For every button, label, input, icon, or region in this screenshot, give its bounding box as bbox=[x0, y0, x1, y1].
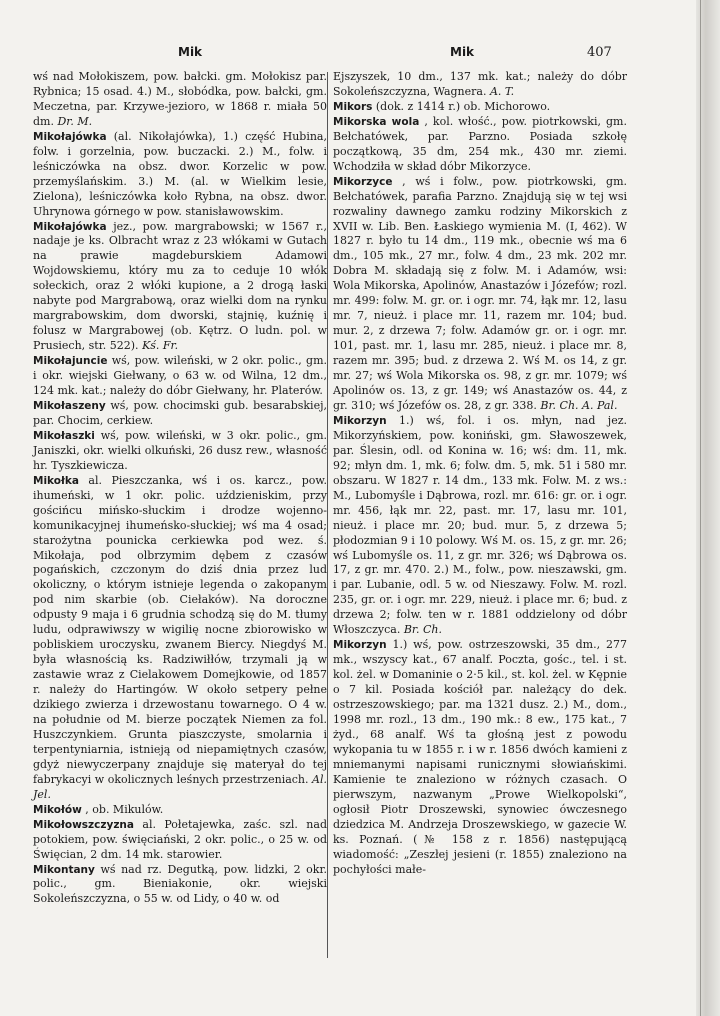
entry-text: (al. Nikołajówka), 1.) część Hubina, folw. i gorzelnia, pow. buczacki. 2.) M., folw. i leśniczówka na obsz. dwor. Korzelic w pow. przemyślańskim. 3.) M. (al. w Wielkim lesie, Zielona), leśniczówka koło Rybna, na obsz. dwor. Uhrynowa górnego w pow. stanisławowskim. bbox=[33, 129, 327, 218]
entry-text: wś, pow. wileński, w 3 okr. polic., gm. Janiszki, okr. wielki olkuński, 26 dusz rew., własność hr. Tyszkiewicza. bbox=[33, 428, 327, 472]
entry-text: , ob. Mikulów. bbox=[85, 802, 164, 816]
dictionary-entry bbox=[333, 115, 627, 175]
entry-headword: Mikołajuncie bbox=[33, 355, 108, 368]
entry-text: wś, pow. chocimski gub. besarabskiej, par. Chocim, cerkiew. bbox=[33, 398, 327, 427]
entry-headword: Mikorzyce bbox=[333, 175, 393, 188]
entry-signature: Al. Jel. bbox=[33, 772, 327, 801]
left-column bbox=[33, 70, 327, 907]
dictionary-entry bbox=[33, 354, 327, 399]
entry-headword: Mikołajówka bbox=[33, 130, 107, 143]
dictionary-entry bbox=[333, 100, 627, 115]
dictionary-entry bbox=[33, 803, 327, 818]
entry-text: wś nad rz. Degutką, pow. lidzki, 2 okr. polic., gm. Bieniakonie, okr. wiejski Sokoleńszczyzna, o 55 w. od Lidy, o 40 w. od bbox=[33, 862, 327, 906]
entry-headword: Mikołajówka bbox=[33, 220, 107, 233]
entry-headword: Mikołka bbox=[33, 474, 79, 487]
page-edge-line bbox=[700, 0, 701, 1016]
entry-signature: Dr. M. bbox=[57, 114, 93, 128]
entry-headword: Mikorska wola bbox=[333, 115, 420, 128]
entry-headword: Mikołaszeny bbox=[33, 399, 106, 412]
dictionary-entry bbox=[33, 130, 327, 220]
entry-headword: Mikołów bbox=[33, 803, 82, 816]
dictionary-entry bbox=[33, 863, 327, 908]
dictionary-entry bbox=[33, 474, 327, 803]
entry-text: wś, pow. wileński, w 2 okr. polic., gm. i okr. wiejski Giełwany, o 63 w. od Wilna, 12 dm., 124 mk. kat.; należy do dóbr Giełwany, hr. Platerów. bbox=[33, 354, 328, 398]
entry-signature: Kś. Fr. bbox=[142, 339, 179, 353]
entry-text: al. Połetajewka, zaśc. szl. nad potokiem, pow. święciański, 2 okr. polic., o 25 w. od Święcian, 2 dm. 14 mk. starowier. bbox=[33, 817, 327, 861]
entry-headword: Mikołaszki bbox=[33, 429, 95, 442]
entry-headword: Mikors bbox=[333, 100, 373, 113]
dictionary-entry bbox=[333, 175, 627, 414]
entry-text: Ejszyszek, 10 dm., 137 mk. kat.; należy do dóbr Sokoleńszczyzna, Wagnera. bbox=[333, 70, 627, 98]
entry-headword: Mikorzyn bbox=[333, 639, 387, 652]
entry-text: 1.) wś, pow. ostrzeszowski, 35 dm., 277 mk., wszyscy kat., 67 analf. Poczta, gośc., tel. i st. kol. żel. w Domaninie o 2·5 kil., st. kol. żel. w Kępnie o 7 kil. Posiada kościół par. należący do dek. ostrzeszowskiego; par. ma 1321 dusz. 2.) M., dom., 1998 mr. rozl., 13 dm., 190 mk.: 8 ew., 175 kat., 7 żyd., 68 analf. Wś ta głośną jest z powodu wykopania tu w 1855 r. i w r. 1856 dwóch kamieni z mniemanymi napisami runicznymi słowiańskimi. Kamienie te znaleziono w różnych czasach. O pierwszym, nazwanym „Prowe Wielkopolski“, ogłosił Piotr Droszewski, synowiec ówczesnego dziedzica M. Andrzeja Droszewskiego, w gazecie W. ks. Poznań. (№ 158 z r. 1856) następującą wiadomość: „Zeszłej jesieni (r. 1855) znaleziono na pochyłości małe- bbox=[333, 638, 628, 876]
dictionary-entry bbox=[33, 220, 327, 355]
entry-signature: A. T. bbox=[489, 84, 515, 98]
dictionary-entry bbox=[333, 70, 627, 100]
dictionary-entry bbox=[333, 638, 627, 877]
dictionary-entry bbox=[333, 414, 627, 638]
dictionary-entry bbox=[33, 818, 327, 863]
entry-text: (dok. z 1414 r.) ob. Michorowo. bbox=[375, 99, 551, 113]
dictionary-entry bbox=[33, 399, 327, 429]
dictionary-entry bbox=[33, 70, 327, 130]
entry-signature: Br. Ch. A. Pal. bbox=[540, 398, 618, 412]
running-head-left: Mik bbox=[178, 45, 203, 59]
entry-signature: Br. Ch. bbox=[403, 623, 442, 637]
entry-text: jez., pow. margrabowski; w 1567 r., nadaje je ks. Olbracht wraz z 23 włókami w Gutach na prawie magdeburskiem Adamowi Wojdowskiemu, który mu za to ceduje 10 włók sołeckich, oraz 2 włóki kupione, a 2 drogą łaski nabyte pod Margrabową, oraz wielki dom na rynku margrabowskim, dom dworski, stajnię, kuźnię i folusz w Margrabowej (ob. Kętrz. O ludn. pol. w Prusiech, str. 522). bbox=[33, 219, 327, 353]
running-head-right: Mik bbox=[450, 45, 475, 59]
dictionary-entry bbox=[33, 429, 327, 474]
entry-text: wś nad Mołokiszem, pow. bałcki. gm. Mołokisz par. Rybnica; 15 osad. 4.) M., słobódka, pow. bałcki, gm. Meczetna, par. Krzywe-jezioro, w 1868 r. miała 50 dm. bbox=[33, 70, 327, 128]
entry-headword: Mikontany bbox=[33, 863, 95, 876]
entry-headword: Mikorzyn bbox=[333, 414, 387, 427]
column-divider bbox=[327, 72, 328, 958]
right-column bbox=[333, 70, 627, 877]
entry-headword: Mikołowszczyzna bbox=[33, 818, 134, 831]
entry-text: al. Pieszczanka, wś i os. karcz., pow. ihumeński, w 1 okr. polic. uździeniskim, przy gościńcu mińsko-słuckim i drodze wojenno-komunikacyjnej ihumeńsko-słuckiej; wś ma 4 osad; starożytna pounicka cerkiewka pod wez. ś. Mikołaja, pod olbrzymim dębem z czasów pogańskich, czczonym do dziś dnia przez lud okoliczny, o którym istnieje legenda o zakopanym pod nim skarbie (ob. Ciełaków). Na doroczne odpusty 9 maja i 6 grudnia schodzą się do M. tłumy ludu, odprawiwszy w wigilię nocne zbiorowisko w pobliskiem uroczysku, zwanem Biercy. Niegdyś M. była własnością ks. Radziwiłłów, trzymali ją w zastawie wraz z Cielakowem Domejkowie, od 1857 r. należy do Hartingów. W około setpery pełne dzikiego zwierza i drzewostanu towarnego. O 4 w. na południe od M. bierze początek Niemen za fol. Huszczynkiem. Grunta piaszczyste, smolarnia i terpentyniarnia, istnieją od niepamiętnych czasów, gdyż niewyczerpany znajduje się materyał do tej fabrykacyi w okolicznych leśnych przestrzeniach. bbox=[33, 473, 327, 786]
entry-text: , wś i folw., pow. piotrkowski, gm. Bełchatówek, parafia Parzno. Znajdują się w tej wsi rozwaliny dawnego zamku rodziny Mikorskich z XVII w. Lib. Ben. Łaskiego wymienia M. (I, 462). W 1827 r. było tu 14 dm., 119 mk., obecnie wś ma 6 dm., 105 mk., 27 mr., folw. 4 dm., 23 mk. 202 mr. Dobra M. składają się z folw. M. i Adamów, wsi: Wola Mikorska, Apolinów, Anastazów i Józefów; rozl. mr. 499: folw. M. gr. or. i ogr. mr. 74, łąk mr. 12, lasu mr. 7, nieuż. i place mr. 11, razem mr. 104; bud. mur. 2, z drzewa 7; folw. Adamów gr. or. i ogr. mr. 101, past. mr. 1, lasu mr. 285, nieuż. i place mr. 8, razem mr. 395; bud. z drzewa 2. Wś M. os 14, z gr. mr. 27; wś Wola Mikorska os. 98, z gr. mr. 1079; wś Apolinów os. 13, z gr. 149; wś Anastazów os. 44, z gr. 310; wś Józefów os. 28, z gr. 338. bbox=[333, 174, 627, 412]
entry-text: 1.) wś, fol. i os. młyn, nad jez. Mikorzyńskiem, pow. koniński, gm. Sławoszewek, par. Ślesin, odl. od Konina w. 16; wś: dm. 11, mk. 92; młyn dm. 1, mk. 6; folw. dm. 5, mk. 51 i 580 mr. obszaru. W 1827 r. 14 dm., 133 mk. Folw. M. z ws.: M., Lubomyśle i Dąbrowa, rozl. mr. 616: gr. or. i ogr. mr. 456, łąk mr. 22, past. mr. 17, lasu mr. 101, nieuż. i place mr. 20; bud. mur. 5, z drzewa 5; płodozmian 9 i 10 polowy. Wś M. os. 15, z gr. mr. 26; wś Lubomyśle os. 11, z gr. mr. 326; wś Dąbrowa os. 17, z gr. mr. 470. 2.) M., folw., pow. nieszawski, gm. i par. Lubanie, odl. 5 w. od Nieszawy. Folw. M. rozl. 235, gr. or. i ogr. mr. 229, nieuż. i place mr. 6; bud. z drzewa 2; folw. ten w r. 1881 oddzielony od dóbr Włoszczyca. bbox=[333, 413, 628, 637]
entry-text: , kol. włość., pow. piotrkowski, gm. Bełchatówek, par. Parzno. Posiada szkołę początkową, 35 dm, 254 mk., 430 mr. ziemi. Wchodziła w skład dóbr Mikorzyce. bbox=[333, 114, 627, 173]
page-number: 407 bbox=[587, 45, 612, 60]
